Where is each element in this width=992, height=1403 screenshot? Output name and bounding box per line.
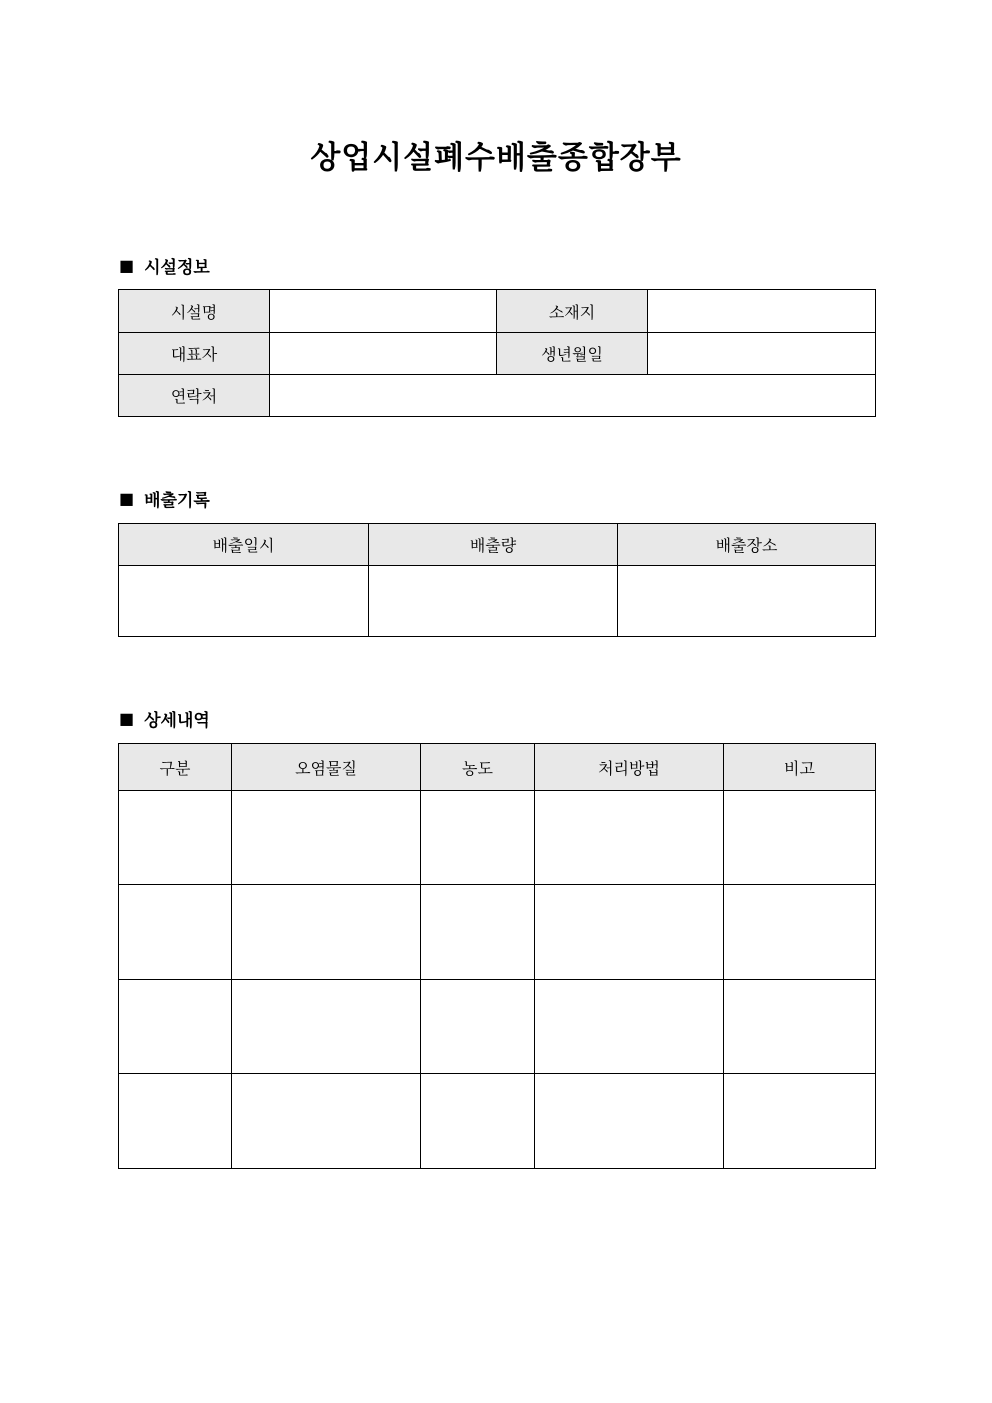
category-cell[interactable] [119, 885, 232, 980]
pollutant-cell[interactable] [232, 980, 421, 1074]
discharge-datetime-cell[interactable] [119, 566, 369, 637]
remarks-cell[interactable] [724, 1074, 876, 1169]
location-label: 소재지 [497, 290, 648, 333]
category-cell[interactable] [119, 1074, 232, 1169]
concentration-header: 농도 [421, 744, 535, 791]
treatment-method-cell[interactable] [535, 1074, 724, 1169]
facility-info-table [118, 289, 876, 417]
pollutant-cell[interactable] [232, 885, 421, 980]
representative-field[interactable] [270, 333, 497, 375]
birthdate-field[interactable] [648, 333, 876, 375]
treatment-method-cell[interactable] [535, 885, 724, 980]
remarks-cell[interactable] [724, 980, 876, 1074]
remarks-header: 비고 [724, 744, 876, 791]
square-bullet-icon: ■ [119, 488, 135, 508]
table-row [119, 566, 876, 637]
category-cell[interactable] [119, 980, 232, 1074]
section-heading-discharge [119, 487, 210, 509]
treatment-method-cell[interactable] [535, 980, 724, 1074]
table-row [119, 1074, 876, 1169]
discharge-amount-cell[interactable] [369, 566, 618, 637]
discharge-location-cell[interactable] [618, 566, 876, 637]
table-row [119, 885, 876, 980]
concentration-cell[interactable] [421, 1074, 535, 1169]
section-title-details: 상세내역 [144, 710, 210, 731]
treatment-method-header: 처리방법 [535, 744, 724, 791]
facility-name-label: 시설명 [119, 290, 270, 333]
pollutant-cell[interactable] [232, 791, 421, 885]
remarks-cell[interactable] [724, 791, 876, 885]
pollutant-header: 오염물질 [232, 744, 421, 791]
contact-field[interactable] [270, 375, 876, 417]
concentration-cell[interactable] [421, 980, 535, 1074]
concentration-cell[interactable] [421, 885, 535, 980]
table-row [119, 791, 876, 885]
treatment-method-cell[interactable] [535, 791, 724, 885]
representative-label: 대표자 [119, 333, 270, 375]
facility-name-field[interactable] [270, 290, 497, 333]
discharge-record-table [118, 523, 876, 637]
square-bullet-icon: ■ [119, 255, 135, 275]
remarks-cell[interactable] [724, 885, 876, 980]
pollutant-cell[interactable] [232, 1074, 421, 1169]
section-heading-facility [119, 254, 210, 276]
section-title-discharge: 배출기록 [144, 490, 210, 511]
concentration-cell[interactable] [421, 791, 535, 885]
section-title-facility: 시설정보 [144, 257, 210, 278]
table-row [119, 980, 876, 1074]
birthdate-label: 생년월일 [497, 333, 648, 375]
discharge-datetime-header: 배출일시 [119, 524, 369, 566]
contact-label: 연락처 [119, 375, 270, 417]
category-cell[interactable] [119, 791, 232, 885]
category-header: 구분 [119, 744, 232, 791]
page-title: 상업시설폐수배출종합장부 [310, 140, 682, 176]
discharge-amount-header: 배출량 [369, 524, 618, 566]
square-bullet-icon: ■ [119, 708, 135, 728]
discharge-location-header: 배출장소 [618, 524, 876, 566]
details-table [118, 743, 876, 1169]
location-field[interactable] [648, 290, 876, 333]
section-heading-details [119, 707, 210, 729]
